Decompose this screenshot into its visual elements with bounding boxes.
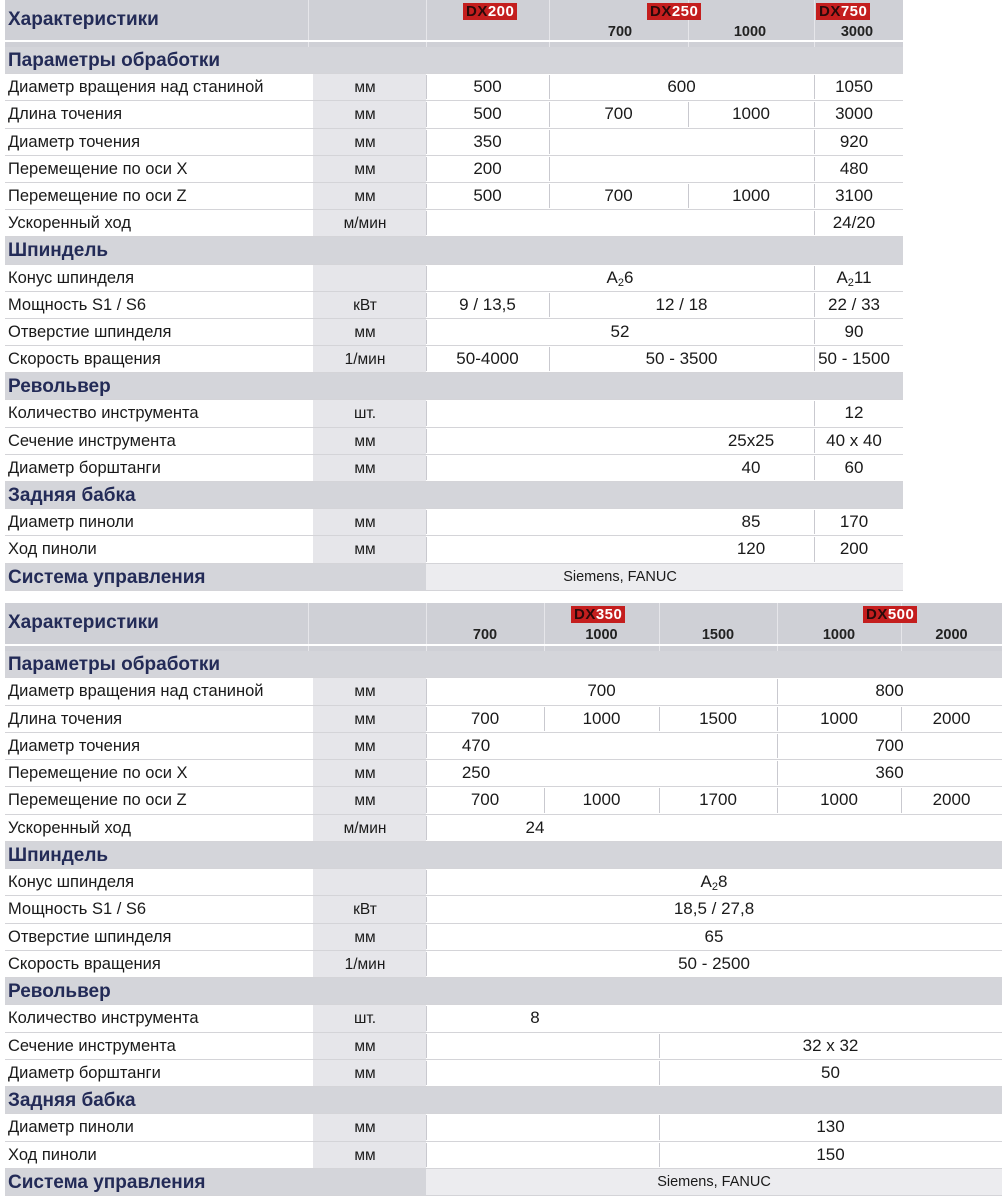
table-header	[5, 603, 1002, 651]
subscript: 2	[847, 276, 854, 289]
unit-cell: м/мин	[343, 819, 387, 837]
table-row	[5, 509, 903, 536]
row-label: Диаметр вращения над станиной	[8, 78, 264, 97]
value-cell: 1050	[835, 77, 873, 97]
unit-cell: мм	[354, 459, 376, 477]
unit-cell: мм	[354, 1037, 376, 1055]
value-cell: 800	[875, 681, 904, 701]
unit-cell: мм	[354, 765, 376, 782]
table-row	[5, 183, 903, 210]
row-label: Револьвер	[8, 981, 111, 1002]
unit-cell: мм	[354, 79, 376, 97]
value-cell: 250	[461, 763, 491, 782]
value-cell: 50 - 1500	[818, 349, 890, 369]
row-label: Диаметр борштанги	[8, 458, 161, 477]
table-row	[5, 265, 903, 292]
sub-model: 1000	[822, 627, 856, 643]
section-turret	[5, 978, 1002, 1005]
unit-cell: мм	[354, 710, 376, 728]
sub-model: 1000	[585, 627, 618, 643]
model-badge: DX350	[571, 606, 625, 623]
unit-cell: 1/мин	[344, 351, 386, 369]
model-badge: DX500	[863, 606, 917, 623]
table-row	[5, 1005, 1002, 1032]
value-cell: 3100	[835, 185, 873, 205]
value-cell: 1000	[732, 185, 770, 205]
value-cell: 700	[470, 790, 500, 810]
table-row	[5, 129, 903, 156]
value-cell: 1500	[699, 708, 737, 728]
value-cell: 480	[839, 158, 869, 178]
value-cell: 9 / 13,5	[459, 294, 516, 314]
row-label: Перемещение по оси Z	[8, 791, 187, 810]
table-row	[5, 760, 1002, 787]
subscript: 2	[711, 881, 718, 893]
value-cell: 50 - 3500	[645, 349, 718, 369]
row-label: Сечение инструмента	[8, 431, 176, 450]
value-cell: 700	[604, 185, 633, 205]
value-cell: 50	[821, 1062, 840, 1082]
value-cell: 2000	[932, 790, 971, 810]
value-cell: 24/20	[832, 213, 876, 233]
model-prefix: DX	[466, 3, 488, 20]
model-prefix: DX	[574, 606, 596, 623]
row-label: Шпиндель	[8, 844, 109, 866]
cnc-value: Siemens, FANUC	[657, 1173, 771, 1190]
table-row	[5, 896, 1002, 923]
row-label: Задняя бабка	[8, 485, 136, 506]
table-row	[5, 706, 1002, 733]
section-processing	[5, 651, 1002, 678]
sub-model: 1000	[733, 24, 767, 40]
section-tailstock	[5, 1087, 1002, 1114]
model-badge: DX750	[816, 3, 870, 20]
value-cell: 12	[844, 403, 864, 423]
table-row	[5, 455, 903, 482]
section-control	[5, 564, 903, 591]
model-badge: DX200	[463, 3, 517, 20]
table-row	[5, 400, 903, 427]
unit-cell: мм	[354, 1146, 376, 1164]
row-label: Перемещение по оси X	[8, 159, 188, 178]
sub-model: 700	[607, 24, 633, 40]
value-cell: 1700	[699, 790, 737, 810]
unit-cell: мм	[354, 133, 376, 151]
row-label: Скорость вращения	[8, 954, 161, 973]
unit-cell: мм	[354, 737, 376, 755]
table-title: Характеристики	[8, 9, 159, 30]
table-row	[5, 428, 903, 455]
row-label: Количество инструмента	[8, 404, 199, 423]
table-row	[5, 536, 903, 563]
value-cell: 150	[816, 1144, 845, 1164]
value-cell: 360	[875, 763, 904, 782]
sub-model: 3000	[840, 24, 874, 40]
section-control	[5, 1169, 1002, 1196]
table-row	[5, 210, 903, 237]
table-row	[5, 319, 903, 346]
row-label: Шпиндель	[8, 240, 109, 262]
value-cell: 700	[875, 735, 904, 755]
unit-cell: шт.	[353, 1010, 377, 1028]
value-cell: 50-4000	[456, 349, 519, 369]
value-cell: 1000	[582, 790, 621, 810]
value-cell: 700	[470, 708, 500, 728]
section-spindle	[5, 842, 1002, 869]
table-row	[5, 1114, 1002, 1141]
value-cell: 200	[839, 539, 869, 559]
row-label: Конус шпинделя	[8, 268, 135, 287]
row-label: Ход пиноли	[8, 540, 97, 559]
row-label: Система управления	[8, 1171, 206, 1193]
model-prefix: DX	[650, 3, 672, 20]
row-label: Диаметр пиноли	[8, 513, 134, 532]
value-cell: 500	[473, 185, 502, 205]
row-label: Ход пиноли	[8, 1145, 97, 1164]
table-row	[5, 74, 903, 101]
table-row	[5, 101, 903, 128]
value-cell: 8	[530, 1008, 540, 1028]
row-label: Конус шпинделя	[8, 873, 135, 891]
table-row	[5, 346, 903, 373]
row-label: Параметры обработки	[8, 50, 221, 71]
value-cell: 40	[741, 457, 761, 477]
row-label: Диаметр борштанги	[8, 1063, 161, 1082]
row-label: Сечение инструмента	[8, 1036, 176, 1055]
spec-table-dx350-500	[5, 603, 1002, 1196]
value-cell: 500	[473, 77, 502, 97]
value-cell: 90	[844, 321, 864, 341]
value-cell: 32 x 32	[802, 1035, 859, 1055]
unit-cell: мм	[354, 514, 376, 532]
value-cell: 200	[473, 158, 502, 178]
value-cell: 500	[473, 104, 502, 124]
row-label: Диаметр точения	[8, 736, 141, 755]
table-row	[5, 1060, 1002, 1087]
value-cell: 350	[473, 131, 502, 151]
value-cell: 65	[704, 926, 724, 946]
value-cell: 470	[461, 735, 491, 755]
row-label: Револьвер	[8, 376, 111, 398]
spec-table-dx200-750	[5, 0, 903, 591]
row-label: Длина точения	[8, 105, 123, 124]
value-cell: 25x25	[727, 430, 775, 450]
value-cell: 920	[839, 131, 869, 151]
unit-cell: 1/мин	[344, 955, 386, 973]
sub-model: 1500	[701, 627, 735, 643]
table-row	[5, 292, 903, 319]
table-row	[5, 815, 1002, 842]
table-row	[5, 1142, 1002, 1169]
row-label: Мощность S1 / S6	[8, 900, 147, 919]
row-label: Скорость вращения	[8, 350, 161, 369]
value-cell: 12 / 18	[655, 294, 708, 314]
unit-cell: мм	[354, 792, 376, 810]
value-cell: 700	[587, 681, 616, 701]
row-label: Ускоренный ход	[8, 818, 131, 837]
value-cell: 2000	[932, 708, 971, 728]
table-row	[5, 678, 1002, 705]
unit-cell: мм	[354, 432, 376, 450]
value-cell: 1000	[820, 790, 858, 810]
value-cell: 18,5 / 27,8	[673, 899, 755, 919]
value-cell: 1000	[820, 708, 858, 728]
table-row	[5, 733, 1002, 760]
table-title: Характеристики	[8, 612, 159, 633]
unit-cell: мм	[354, 683, 376, 701]
value-cell: 1000	[582, 708, 621, 728]
sub-model: 700	[472, 627, 498, 643]
unit-cell: кВт	[353, 296, 377, 314]
value-cell: 85	[741, 512, 761, 532]
table-row	[5, 924, 1002, 951]
value-cell: 120	[736, 539, 766, 559]
value-cell: 1000	[732, 104, 770, 124]
unit-cell: мм	[354, 187, 376, 205]
unit-cell: мм	[354, 541, 376, 559]
value-cell: 600	[667, 77, 696, 97]
row-label: Перемещение по оси X	[8, 764, 188, 782]
sub-model: 2000	[935, 627, 968, 643]
row-label: Отверстие шпинделя	[8, 322, 172, 341]
unit-cell: мм	[354, 160, 376, 178]
row-label: Система управления	[8, 566, 206, 588]
value-cell: $A_26$	[606, 267, 634, 289]
section-spindle	[5, 237, 903, 264]
model-prefix: DX	[866, 606, 888, 623]
row-label: Мощность S1 / S6	[8, 295, 147, 314]
row-label: Количество инструмента	[8, 1009, 199, 1028]
row-label: Отверстие шпинделя	[8, 927, 172, 946]
section-processing	[5, 47, 903, 74]
row-label: Задняя бабка	[8, 1090, 136, 1111]
unit-cell: мм	[354, 106, 376, 124]
unit-cell: мм	[354, 928, 376, 946]
value-cell: 24	[525, 817, 545, 837]
row-label: Длина точения	[8, 709, 123, 728]
section-tailstock	[5, 482, 903, 509]
value-cell: $A_28$	[700, 872, 728, 893]
section-turret	[5, 373, 903, 400]
value-cell: 60	[844, 457, 864, 477]
value-cell: 700	[604, 104, 633, 124]
subscript: 2	[617, 276, 624, 289]
row-label: Диаметр вращения над станиной	[8, 682, 264, 701]
value-cell: $A_211$	[836, 267, 872, 289]
row-label: Параметры обработки	[8, 654, 221, 675]
table-row	[5, 156, 903, 183]
table-header	[5, 0, 903, 47]
value-cell: 50 - 2500	[678, 953, 750, 973]
value-cell: 170	[839, 512, 869, 532]
table-row	[5, 1033, 1002, 1060]
value-cell: 130	[816, 1117, 845, 1137]
cnc-value: Siemens, FANUC	[563, 568, 677, 585]
value-cell: 40 x 40	[826, 430, 882, 450]
unit-cell: кВт	[353, 901, 377, 919]
table-row	[5, 951, 1002, 978]
unit-cell: мм	[354, 1119, 376, 1137]
row-label: Ускоренный ход	[8, 214, 131, 233]
model-badge: DX250	[647, 3, 701, 20]
row-label: Диаметр пиноли	[8, 1118, 134, 1137]
table-row	[5, 869, 1002, 896]
unit-cell: шт.	[353, 405, 377, 423]
value-cell: 22 / 33	[828, 294, 880, 314]
model-prefix: DX	[819, 3, 841, 20]
row-label: Диаметр точения	[8, 132, 141, 151]
unit-cell: мм	[354, 323, 376, 341]
unit-cell: мм	[354, 1064, 376, 1082]
unit-cell: м/мин	[343, 215, 387, 233]
value-cell: 3000	[835, 104, 873, 124]
table-row	[5, 787, 1002, 814]
value-cell: 52	[610, 321, 630, 341]
row-label: Перемещение по оси Z	[8, 186, 187, 205]
